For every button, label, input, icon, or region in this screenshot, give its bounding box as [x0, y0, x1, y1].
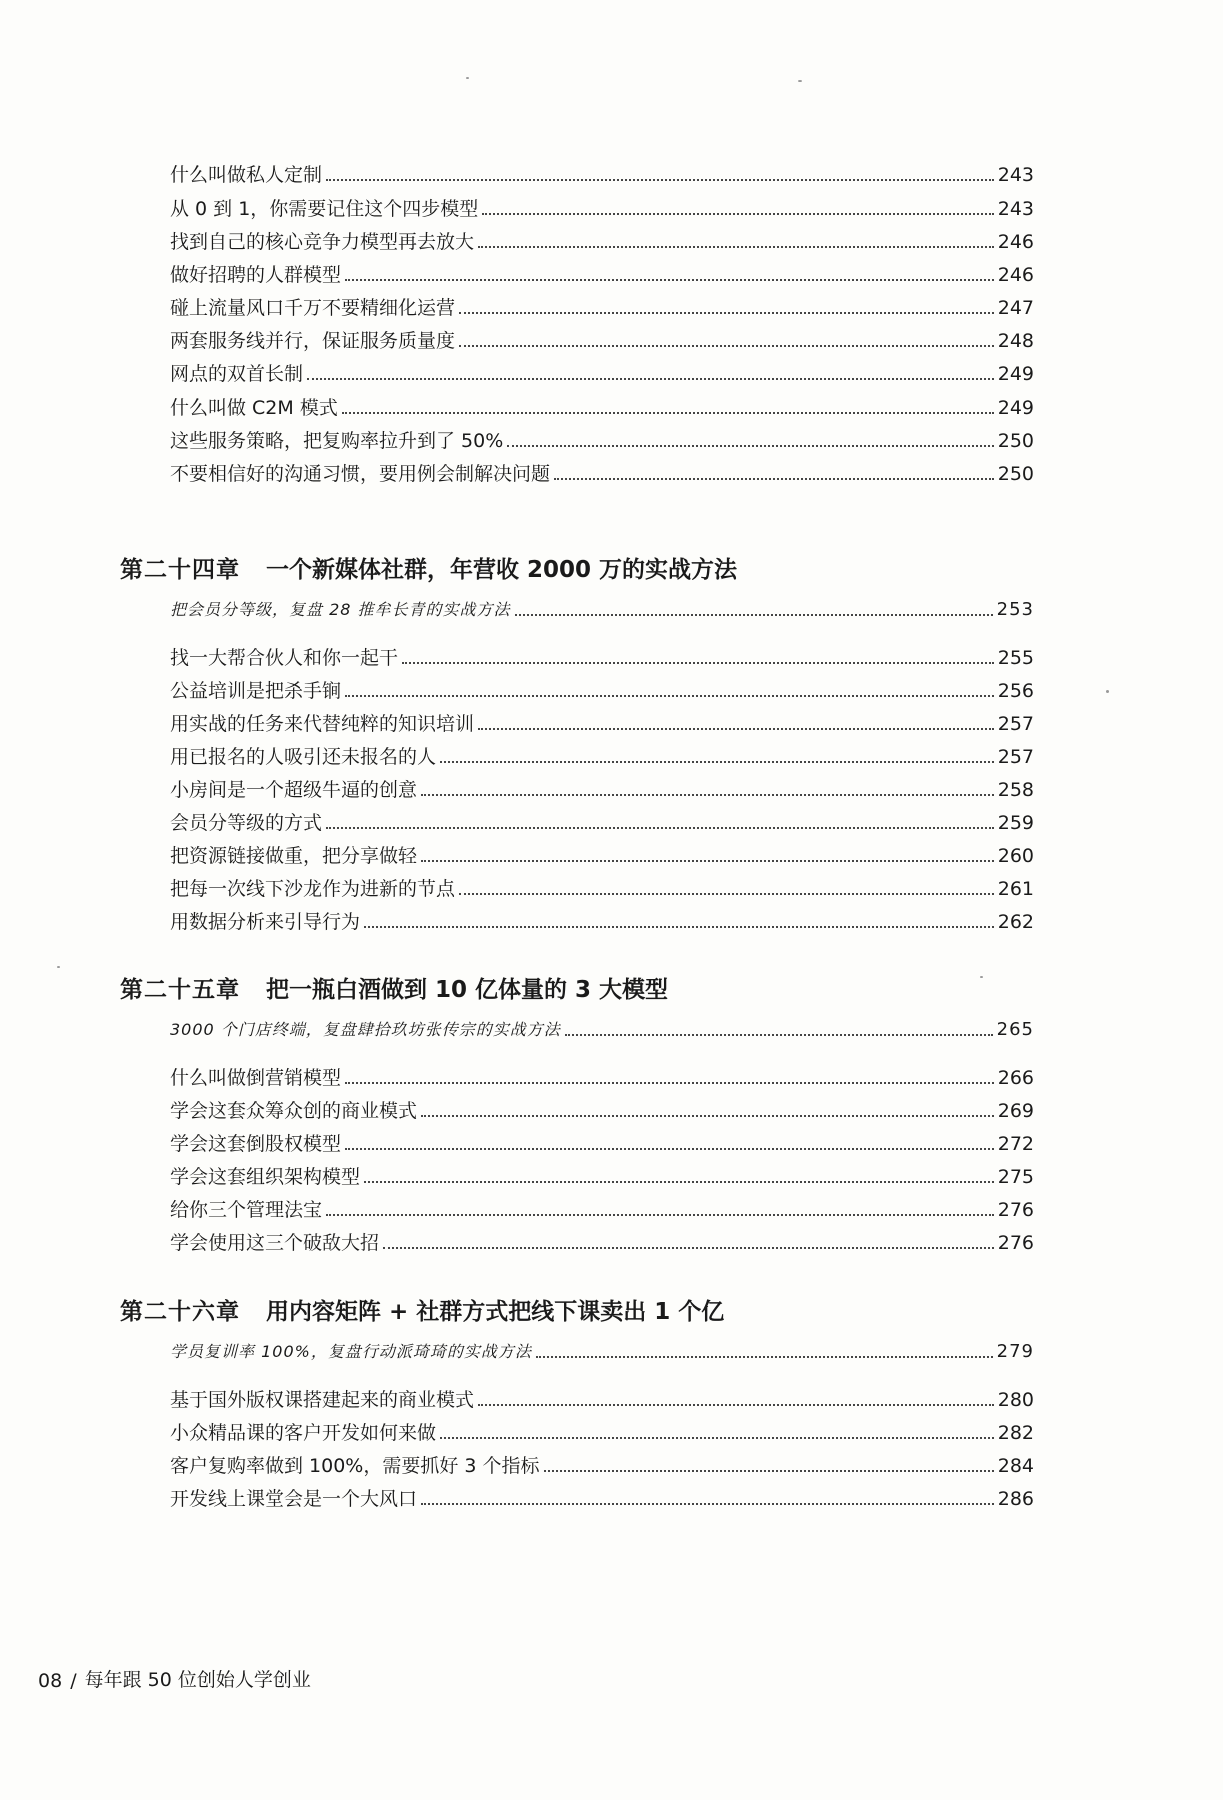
dot-leader: [507, 445, 993, 447]
entry-title: 不要相信好的沟通习惯，要用例会制解决问题: [170, 463, 551, 485]
entry-title: 网点的双首长制: [170, 363, 304, 385]
entry-page-number: 258: [997, 779, 1034, 801]
toc-entry[interactable]: [170, 224, 1034, 254]
entry-page-number: 262: [997, 911, 1034, 933]
dot-leader: [421, 1115, 994, 1117]
dot-leader: [478, 728, 994, 730]
chapter-title: 把一瓶白酒做到 10 亿体量的 3 大模型: [266, 977, 669, 1003]
dot-leader: [402, 662, 994, 664]
toc-entry[interactable]: [170, 423, 1034, 453]
dot-leader: [342, 412, 994, 414]
toc-entry[interactable]: [170, 323, 1034, 353]
entry-title: 把会员分等级，复盘 28 推牟长青的实战方法: [170, 600, 511, 619]
dot-leader: [421, 1503, 994, 1505]
entry-title: 公益培训是把杀手锏: [170, 680, 342, 702]
chapter-subtitle-entry[interactable]: [170, 1012, 1034, 1042]
dot-leader: [440, 761, 994, 763]
dot-leader: [345, 279, 994, 281]
dot-leader: [421, 860, 994, 862]
entry-page-number: 246: [997, 264, 1034, 286]
entry-page-number: 246: [997, 231, 1034, 253]
entry-title: 会员分等级的方式: [170, 812, 323, 834]
toc-entry[interactable]: [170, 1481, 1034, 1511]
dot-leader: [345, 1148, 994, 1150]
toc-entry[interactable]: [170, 838, 1034, 868]
dot-leader: [307, 378, 994, 380]
entry-title: 学会这套倒股权模型: [170, 1133, 342, 1155]
scan-speck: [57, 966, 60, 968]
dot-leader: [536, 1356, 993, 1358]
toc-entry[interactable]: [170, 157, 1034, 187]
entry-page-number: 247: [997, 297, 1034, 319]
entry-title: 用数据分析来引导行为: [170, 911, 361, 933]
footer-book-title: 每年跟 50 位创始人学创业: [84, 1669, 311, 1691]
dot-leader: [383, 1247, 994, 1249]
entry-title: 碰上流量风口千万不要精细化运营: [170, 297, 456, 319]
toc-entry[interactable]: [170, 1159, 1034, 1189]
dot-leader: [440, 1437, 994, 1439]
entry-page-number: 272: [997, 1133, 1034, 1155]
entry-page-number: 276: [997, 1232, 1034, 1254]
chapter-subtitle-entry[interactable]: [170, 592, 1034, 622]
entry-page-number: 279: [996, 1341, 1034, 1362]
entry-page-number: 284: [997, 1455, 1034, 1477]
toc-entry[interactable]: [170, 805, 1034, 835]
dot-leader: [326, 179, 994, 181]
chapter-title: 用内容矩阵 + 社群方式把线下课卖出 1 个亿: [266, 1299, 725, 1325]
chapter-number: 第二十五章: [120, 977, 240, 1003]
entry-title: 把资源链接做重，把分享做轻: [170, 845, 418, 867]
entry-page-number: 248: [997, 330, 1034, 352]
toc-entry[interactable]: [170, 673, 1034, 703]
entry-title: 小房间是一个超级牛逼的创意: [170, 779, 418, 801]
entry-page-number: 249: [997, 397, 1034, 419]
dot-leader: [478, 1404, 994, 1406]
entry-title: 什么叫做 C2M 模式: [170, 397, 338, 419]
footer-separator: /: [70, 1670, 77, 1692]
entry-page-number: 265: [996, 1019, 1034, 1040]
toc-entry[interactable]: [170, 739, 1034, 769]
chapter-subtitle-entry[interactable]: [170, 1334, 1034, 1364]
dot-leader: [459, 893, 994, 895]
entry-title: 找到自己的核心竞争力模型再去放大: [170, 231, 475, 253]
dot-leader: [364, 1181, 994, 1183]
entry-page-number: 282: [997, 1422, 1034, 1444]
scan-speck: [980, 976, 983, 978]
entry-page-number: 280: [997, 1389, 1034, 1411]
entry-title: 什么叫做倒营销模型: [170, 1067, 342, 1089]
scan-speck: [798, 80, 802, 82]
entry-page-number: 276: [997, 1199, 1034, 1221]
toc-entry[interactable]: [170, 1225, 1034, 1255]
entry-page-number: 257: [997, 713, 1034, 735]
entry-title: 学员复训率 100%，复盘行动派琦琦的实战方法: [170, 1342, 532, 1361]
dot-leader: [421, 794, 994, 796]
entry-title: 学会使用这三个破敌大招: [170, 1232, 380, 1254]
entry-title: 什么叫做私人定制: [170, 164, 323, 186]
toc-entry[interactable]: [170, 1093, 1034, 1123]
toc-entry[interactable]: [170, 1060, 1034, 1090]
entry-title: 3000 个门店终端，复盘肆拾玖坊张传宗的实战方法: [170, 1020, 561, 1039]
entry-page-number: 266: [997, 1067, 1034, 1089]
entry-title: 找一大帮合伙人和你一起干: [170, 647, 399, 669]
chapter-number: 第二十四章: [120, 557, 240, 583]
dot-leader: [482, 213, 993, 215]
page-footer: [38, 1664, 311, 1692]
toc-entry[interactable]: [170, 1126, 1034, 1156]
entry-title: 这些服务策略，把复购率拉升到了 50%: [170, 430, 504, 452]
entry-page-number: 256: [997, 680, 1034, 702]
entry-title: 做好招聘的人群模型: [170, 264, 342, 286]
entry-title: 小众精品课的客户开发如何来做: [170, 1422, 437, 1444]
dot-leader: [459, 312, 994, 314]
toc-entry[interactable]: [170, 257, 1034, 287]
entry-page-number: 243: [997, 198, 1034, 220]
entry-title: 用实战的任务来代替纯粹的知识培训: [170, 713, 475, 735]
dot-leader: [478, 246, 994, 248]
entry-title: 客户复购率做到 100%，需要抓好 3 个指标: [170, 1455, 540, 1477]
dot-leader: [326, 827, 994, 829]
toc-entry[interactable]: [170, 456, 1034, 486]
footer-page-number: 08: [38, 1670, 63, 1692]
entry-page-number: 286: [997, 1488, 1034, 1510]
entry-title: 用已报名的人吸引还未报名的人: [170, 746, 437, 768]
toc-entry[interactable]: [170, 390, 1034, 420]
entry-page-number: 257: [997, 746, 1034, 768]
toc-entry[interactable]: [170, 640, 1034, 670]
entry-page-number: 275: [997, 1166, 1034, 1188]
toc-entry[interactable]: [170, 871, 1034, 901]
entry-page-number: 250: [997, 463, 1034, 485]
toc-entry[interactable]: [170, 772, 1034, 802]
dot-leader: [345, 695, 994, 697]
chapter-heading[interactable]: [120, 1290, 1020, 1326]
entry-page-number: 261: [997, 878, 1034, 900]
chapter-heading[interactable]: [120, 968, 1020, 1004]
dot-leader: [554, 478, 994, 480]
entry-page-number: 260: [997, 845, 1034, 867]
entry-title: 基于国外版权课搭建起来的商业模式: [170, 1389, 475, 1411]
toc-entry[interactable]: [170, 191, 1034, 221]
entry-page-number: 255: [997, 647, 1034, 669]
entry-title: 学会这套组织架构模型: [170, 1166, 361, 1188]
toc-entry[interactable]: [170, 1415, 1034, 1445]
dot-leader: [544, 1470, 994, 1472]
dot-leader: [459, 345, 994, 347]
scan-speck: [466, 77, 469, 79]
entry-title: 两套服务线并行，保证服务质量度: [170, 330, 456, 352]
toc-entry[interactable]: [170, 706, 1034, 736]
entry-title: 给你三个管理法宝: [170, 1199, 323, 1221]
toc-entry[interactable]: [170, 290, 1034, 320]
entry-title: 从 0 到 1，你需要记住这个四步模型: [170, 198, 479, 220]
dot-leader: [515, 614, 993, 616]
entry-title: 开发线上课堂会是一个大风口: [170, 1488, 418, 1510]
chapter-number: 第二十六章: [120, 1299, 240, 1325]
entry-page-number: 243: [997, 164, 1034, 186]
entry-page-number: 259: [997, 812, 1034, 834]
entry-page-number: 253: [996, 599, 1034, 620]
dot-leader: [326, 1214, 994, 1216]
entry-title: 把每一次线下沙龙作为进新的节点: [170, 878, 456, 900]
entry-page-number: 269: [997, 1100, 1034, 1122]
entry-title: 学会这套众筹众创的商业模式: [170, 1100, 418, 1122]
chapter-title: 一个新媒体社群，年营收 2000 万的实战方法: [266, 557, 738, 583]
dot-leader: [345, 1082, 994, 1084]
toc-entry[interactable]: [170, 1192, 1034, 1222]
toc-entry[interactable]: [170, 1382, 1034, 1412]
dot-leader: [565, 1034, 993, 1036]
scan-speck: [1106, 690, 1109, 693]
toc-entry[interactable]: [170, 356, 1034, 386]
entry-page-number: 250: [997, 430, 1034, 452]
dot-leader: [364, 926, 994, 928]
entry-page-number: 249: [997, 363, 1034, 385]
toc-entry[interactable]: [170, 904, 1034, 934]
chapter-heading[interactable]: [120, 548, 1020, 584]
toc-entry[interactable]: [170, 1448, 1034, 1478]
